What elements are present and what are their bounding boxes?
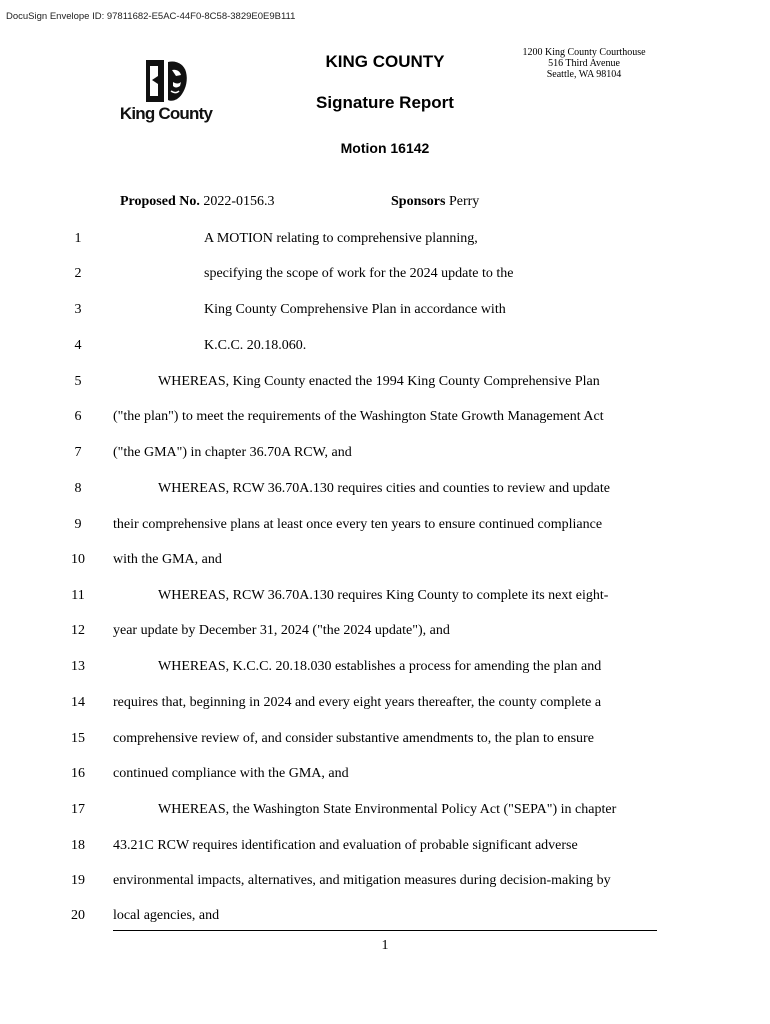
line-text: WHEREAS, King County enacted the 1994 King County Comprehensive Plan [158, 374, 600, 389]
mlk-portrait-icon [142, 58, 190, 104]
docusign-envelope-id: DocuSign Envelope ID: 97811682-E5AC-44F0-8C58-3829E0E9B111 [6, 11, 296, 22]
line-number: 11 [71, 588, 85, 603]
address-line: 1200 King County Courthouse [522, 47, 646, 58]
line-text: 43.21C RCW requires identification and evaluation of probable significant adverse [113, 838, 578, 853]
line-number: 18 [71, 838, 85, 853]
line-text: WHEREAS, RCW 36.70A.130 requires cities and counties to review and update [158, 481, 610, 496]
line-number: 12 [71, 623, 85, 638]
line-number: 19 [71, 873, 85, 888]
line-number: 10 [71, 552, 85, 567]
proposed-number [120, 194, 275, 210]
line-text: specifying the scope of work for the 2024 update to the [204, 266, 514, 281]
line-text: K.C.C. 20.18.060. [204, 338, 307, 353]
line-number: 2 [74, 266, 82, 281]
report-title: Signature Report [316, 93, 454, 112]
courthouse-address [505, 47, 663, 80]
sponsors-label: Sponsors [391, 194, 446, 209]
logo-wordmark: King County [119, 104, 213, 123]
line-text: continued compliance with the GMA, and [113, 766, 349, 781]
proposed-value: 2022-0156.3 [203, 194, 275, 209]
line-text: local agencies, and [113, 908, 220, 923]
line-text: A MOTION relating to comprehensive planning, [204, 231, 478, 246]
line-text: with the GMA, and [113, 552, 222, 567]
line-text: requires that, beginning in 2024 and every eight years thereafter, the county complete a [113, 695, 602, 710]
line-number: 7 [74, 445, 82, 460]
line-number: 16 [71, 766, 85, 781]
line-number: 5 [74, 374, 82, 389]
address-line: Seattle, WA 98104 [546, 69, 622, 80]
line-number: 14 [71, 695, 85, 710]
line-number: 6 [74, 409, 82, 424]
line-text: ("the plan") to meet the requirements of the Washington State Growth Management Act [113, 409, 604, 424]
line-text: comprehensive review of, and consider substantive amendments to, the plan to ensure [113, 731, 594, 746]
line-number: 3 [74, 302, 82, 317]
line-text: environmental impacts, alternatives, and mitigation measures during decision-making by [113, 873, 611, 888]
line-text: year update by December 31, 2024 ("the 2024 update"), and [113, 623, 450, 638]
line-number: 9 [74, 517, 82, 532]
sponsors [391, 194, 479, 210]
sponsors-value: Perry [448, 194, 480, 209]
county-heading: KING COUNTY [325, 52, 445, 71]
line-number: 15 [71, 731, 85, 746]
line-text: ("the GMA") in chapter 36.70A RCW, and [113, 445, 352, 460]
line-text: their comprehensive plans at least once every ten years to ensure continued compliance [113, 517, 603, 532]
line-text: WHEREAS, the Washington State Environmental Policy Act ("SEPA") in chapter [158, 802, 617, 817]
line-number: 8 [74, 481, 82, 496]
line-number: 17 [71, 802, 85, 817]
motion-number: Motion 16142 [340, 140, 430, 156]
address-line: 516 Third Avenue [548, 58, 620, 69]
king-county-logo [118, 58, 214, 128]
footer-rule [113, 930, 657, 931]
line-text: WHEREAS, RCW 36.70A.130 requires King County to complete its next eight- [158, 588, 609, 603]
page-number: 1 [381, 938, 389, 953]
proposed-label: Proposed No. [120, 194, 200, 209]
line-number: 4 [74, 338, 82, 353]
line-number: 13 [71, 659, 85, 674]
line-number: 1 [74, 231, 82, 246]
line-number: 20 [71, 908, 85, 923]
line-text: King County Comprehensive Plan in accordance with [204, 302, 506, 317]
line-text: WHEREAS, K.C.C. 20.18.030 establishes a process for amending the plan and [158, 659, 602, 674]
